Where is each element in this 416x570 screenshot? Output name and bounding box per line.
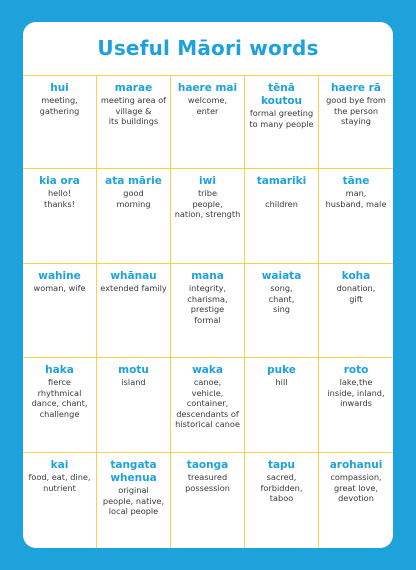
word-cell-whanau [97, 264, 171, 358]
english-meaning: lake,the inside, inland, inwards [327, 377, 385, 409]
word-cell-koha [319, 264, 393, 358]
maori-word: motu [118, 364, 149, 376]
word-cell-wahine [23, 264, 97, 358]
english-meaning: integrity, charisma, prestige formal [187, 283, 228, 325]
english-meaning: island [121, 377, 146, 387]
word-cell-haere-mai [171, 75, 245, 169]
english-meaning: song, chant, sing [268, 283, 295, 315]
maori-word: haere mai [177, 82, 238, 94]
word-cell-mana [171, 264, 245, 358]
maori-word: wahine [38, 270, 81, 282]
maori-word: haere rā [331, 82, 381, 94]
english-meaning: meeting, gathering [39, 95, 80, 116]
maori-word: whānau [110, 270, 157, 282]
english-meaning: children [265, 198, 298, 209]
maori-word: marae [114, 82, 153, 94]
page-title: Useful Māori words [97, 36, 319, 60]
word-cell-motu [97, 358, 171, 453]
word-cell-waka [171, 358, 245, 453]
word-cell-tane [319, 169, 393, 264]
english-meaning: formal greeting to many people [249, 108, 314, 129]
word-cell-haka [23, 358, 97, 453]
word-cell-tapu [245, 453, 319, 548]
word-cell-hui [23, 75, 97, 169]
maori-word: tēnā koutou [260, 82, 303, 107]
vocabulary-card [23, 22, 393, 548]
word-cell-waiata [245, 264, 319, 358]
maori-word: tāne [342, 175, 370, 187]
maori-word: iwi [199, 175, 216, 187]
word-cell-tangata-whenua [97, 453, 171, 548]
english-meaning: treasured possession [185, 472, 230, 493]
english-meaning: fierce rhythmical dance, chant, challenge [31, 377, 88, 419]
maori-word: puke [267, 364, 296, 376]
english-meaning: meeting area of village & its buildings [100, 95, 167, 127]
english-meaning: tribe people, nation, strength [174, 188, 241, 220]
word-cell-kia-ora [23, 169, 97, 264]
word-cell-ata-marie [97, 169, 171, 264]
word-cell-tena-koutou [245, 75, 319, 169]
maori-word: haka [45, 364, 74, 376]
maori-word: waiata [261, 270, 302, 282]
english-meaning: canoe, vehicle, container, descendants of historical canoe [175, 377, 240, 430]
maori-word: tamariki [256, 175, 307, 187]
english-meaning: donation, gift [336, 283, 376, 304]
english-meaning: hill [275, 377, 288, 387]
english-meaning: woman, wife [33, 283, 86, 293]
word-cell-tamariki [245, 169, 319, 264]
word-cell-arohanui [319, 453, 393, 548]
maori-word: waka [192, 364, 223, 376]
english-meaning: good bye from the person staying [326, 95, 386, 127]
english-meaning: hello! thanks! [44, 188, 75, 209]
english-meaning: sacred, forbidden, taboo [260, 472, 303, 504]
word-cell-puke [245, 358, 319, 453]
maori-word: hui [50, 82, 69, 94]
word-cell-marae [97, 75, 171, 169]
english-meaning: compassion, great love, devotion [330, 472, 382, 504]
maori-word: ata mārie [105, 175, 162, 187]
word-cell-roto [319, 358, 393, 453]
english-meaning: original people, native, local people [102, 485, 165, 517]
english-meaning: man, husband, male [325, 188, 387, 209]
maori-word: tapu [267, 459, 296, 471]
word-cell-kai [23, 453, 97, 548]
maori-word: koha [341, 270, 371, 282]
english-meaning: welcome, enter [187, 95, 228, 116]
maori-word: tangata whenua [110, 459, 157, 484]
maori-word: roto [343, 364, 369, 376]
word-cell-haere-ra [319, 75, 393, 169]
word-grid [23, 75, 393, 548]
maori-word: arohanui [329, 459, 383, 471]
word-cell-iwi [171, 169, 245, 264]
maori-word: kai [50, 459, 69, 471]
english-meaning: good morning [116, 188, 151, 209]
maori-word: kia ora [39, 175, 80, 187]
english-meaning: extended family [100, 283, 167, 293]
english-meaning: food, eat, dine, nutrient [28, 472, 91, 493]
word-cell-taonga [171, 453, 245, 548]
maori-word: mana [191, 270, 224, 282]
maori-word: taonga [186, 459, 229, 471]
